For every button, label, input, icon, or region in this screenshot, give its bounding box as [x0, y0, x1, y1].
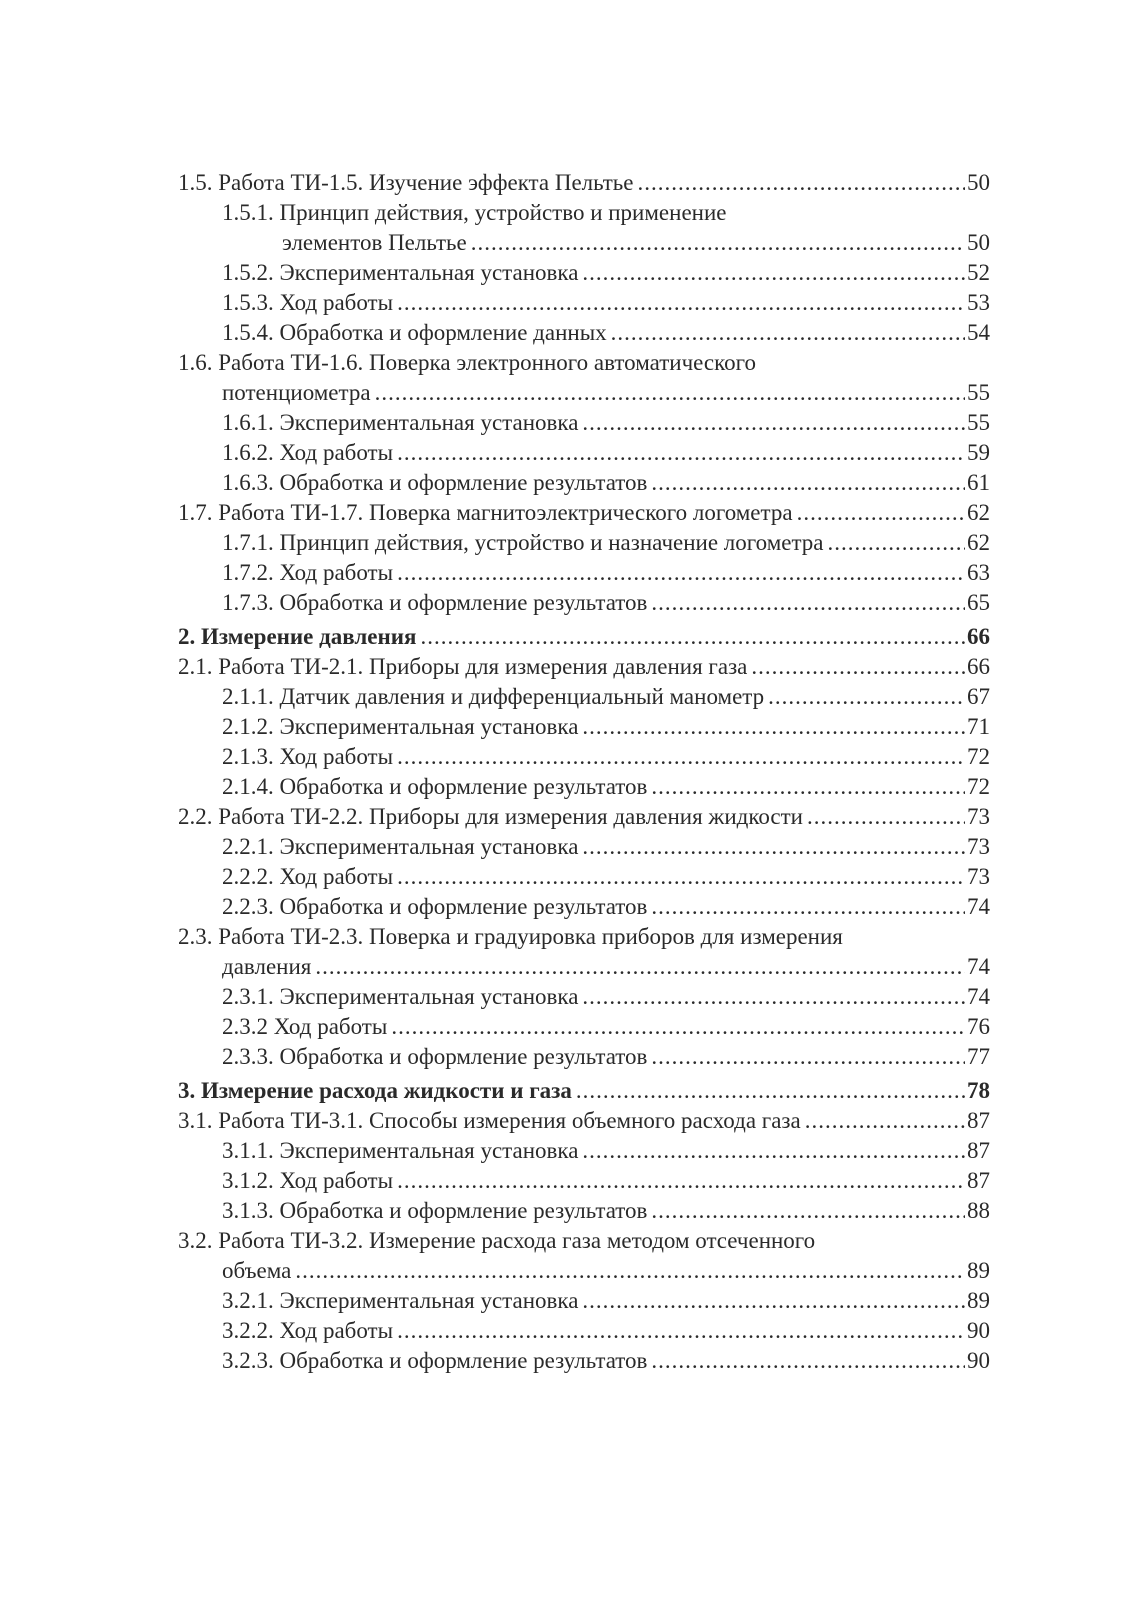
toc-entry-title: 2.3.3. Обработка и оформление результатов — [222, 1044, 648, 1069]
toc-page-number: 65 — [967, 590, 990, 615]
toc-entry — [178, 832, 990, 862]
toc-dot-leader — [295, 1256, 965, 1286]
toc-entry-title: 2.2. Работа ТИ-2.2. Приборы для измерения давления жидкости — [178, 804, 803, 829]
toc-dot-leader — [397, 438, 965, 468]
toc-dot-leader — [797, 498, 965, 528]
toc-page-number: 89 — [967, 1258, 990, 1283]
toc-entry — [178, 228, 990, 258]
toc-entry-title: 1.7. Работа ТИ-1.7. Поверка магнитоэлектрического логометра — [178, 500, 793, 525]
toc-dot-leader — [582, 258, 965, 288]
toc-entry-title: 2.3.2 Ход работы — [222, 1014, 388, 1039]
toc-page-number: 53 — [967, 290, 990, 315]
toc-entry-title: 2.1.2. Экспериментальная установка — [222, 714, 579, 739]
table-of-contents — [178, 168, 990, 1376]
toc-page-number: 73 — [967, 864, 990, 889]
toc-page-number: 74 — [967, 954, 990, 979]
toc-page-number: 87 — [967, 1108, 990, 1133]
toc-page-number: 76 — [967, 1014, 990, 1039]
toc-entry-title: 1.5.1. Принцип действия, устройство и применение — [222, 200, 727, 225]
toc-entry-title: элементов Пельтье — [282, 230, 467, 255]
toc-entry — [178, 1286, 990, 1316]
toc-entry-title: 3.2. Работа ТИ-3.2. Измерение расхода газа методом отсеченного — [178, 1228, 816, 1253]
toc-entry-title: 3. Измерение расхода жидкости и газа — [178, 1078, 572, 1103]
toc-entry — [178, 922, 990, 952]
toc-page-number: 66 — [967, 654, 990, 679]
toc-page-number: 62 — [967, 500, 990, 525]
toc-entry-title: 3.1.2. Ход работы — [222, 1168, 394, 1193]
toc-dot-leader — [651, 1346, 965, 1376]
toc-entry-title: давления — [222, 954, 312, 979]
toc-entry — [178, 892, 990, 922]
toc-dot-leader — [375, 378, 965, 408]
toc-dot-leader — [611, 318, 965, 348]
toc-page-number: 73 — [967, 834, 990, 859]
toc-entry-title: 3.1.3. Обработка и оформление результатов — [222, 1198, 648, 1223]
toc-entry — [178, 952, 990, 982]
toc-page-number: 87 — [967, 1168, 990, 1193]
toc-page-number: 55 — [967, 380, 990, 405]
toc-entry — [178, 168, 990, 198]
toc-page-number: 66 — [967, 624, 990, 649]
toc-entry — [178, 982, 990, 1012]
toc-entry — [178, 378, 990, 408]
toc-page-number: 88 — [967, 1198, 990, 1223]
toc-page-number: 89 — [967, 1288, 990, 1313]
toc-entry — [178, 1166, 990, 1196]
toc-page-number: 63 — [967, 560, 990, 585]
toc-dot-leader — [805, 1106, 965, 1136]
toc-page-number: 50 — [967, 230, 990, 255]
toc-page-number: 90 — [967, 1318, 990, 1343]
toc-dot-leader — [582, 408, 965, 438]
toc-dot-leader — [397, 1166, 965, 1196]
toc-entry — [178, 558, 990, 588]
toc-entry-title: 3.2.2. Ход работы — [222, 1318, 394, 1343]
toc-dot-leader — [315, 952, 965, 982]
toc-entry-title: 2.2.2. Ход работы — [222, 864, 394, 889]
toc-dot-leader — [397, 1316, 965, 1346]
toc-entry — [178, 438, 990, 468]
toc-page-number: 73 — [967, 804, 990, 829]
toc-page-number: 74 — [967, 984, 990, 1009]
toc-dot-leader — [768, 682, 965, 712]
toc-page-number: 87 — [967, 1138, 990, 1163]
toc-entry — [178, 1012, 990, 1042]
toc-page-number: 90 — [967, 1348, 990, 1373]
toc-entry-title: 1.5.4. Обработка и оформление данных — [222, 320, 607, 345]
toc-page-number: 62 — [967, 530, 990, 555]
toc-page-number: 54 — [967, 320, 990, 345]
toc-entry-title: 3.2.1. Экспериментальная установка — [222, 1288, 579, 1313]
toc-dot-leader — [651, 588, 965, 618]
toc-page-number: 52 — [967, 260, 990, 285]
toc-dot-leader — [397, 742, 965, 772]
toc-page-number: 61 — [967, 470, 990, 495]
toc-entry-title: 2.1.1. Датчик давления и дифференциальный манометр — [222, 684, 765, 709]
toc-dot-leader — [582, 1136, 965, 1166]
toc-entry — [178, 1346, 990, 1376]
toc-entry — [178, 1106, 990, 1136]
toc-entry-title: 2.2.1. Экспериментальная установка — [222, 834, 579, 859]
toc-entry — [178, 408, 990, 438]
toc-entry-title: 2.1.3. Ход работы — [222, 744, 394, 769]
toc-entry — [178, 318, 990, 348]
toc-entry-title: 3.2.3. Обработка и оформление результатов — [222, 1348, 648, 1373]
toc-dot-leader — [582, 712, 965, 742]
toc-dot-leader — [582, 982, 965, 1012]
toc-page-number: 72 — [967, 774, 990, 799]
toc-page-number: 55 — [967, 410, 990, 435]
toc-dot-leader — [638, 168, 965, 198]
toc-entry — [178, 682, 990, 712]
toc-entry — [178, 862, 990, 892]
toc-dot-leader — [807, 802, 965, 832]
toc-entry-title: 1.5.3. Ход работы — [222, 290, 394, 315]
toc-dot-leader — [397, 862, 965, 892]
toc-entry-title: объема — [222, 1258, 292, 1283]
toc-page-number: 50 — [967, 170, 990, 195]
toc-entry — [178, 1042, 990, 1072]
toc-page-number: 67 — [967, 684, 990, 709]
toc-dot-leader — [651, 468, 965, 498]
toc-entry-title: 2. Измерение давления — [178, 624, 417, 649]
toc-entry-title: 1.7.1. Принцип действия, устройство и назначение логометра — [222, 530, 824, 555]
toc-entry — [178, 1136, 990, 1166]
toc-entry-title: 1.5.2. Экспериментальная установка — [222, 260, 579, 285]
toc-dot-leader — [420, 622, 965, 652]
toc-entry — [178, 1256, 990, 1286]
toc-entry-title: 1.5. Работа ТИ-1.5. Изучение эффекта Пельтье — [178, 170, 634, 195]
toc-dot-leader — [651, 772, 965, 802]
toc-entry — [178, 258, 990, 288]
toc-entry-title: 3.1.1. Экспериментальная установка — [222, 1138, 579, 1163]
toc-dot-leader — [576, 1076, 965, 1106]
toc-entry-title: 2.2.3. Обработка и оформление результатов — [222, 894, 648, 919]
toc-page-number: 74 — [967, 894, 990, 919]
toc-entry — [178, 1316, 990, 1346]
toc-entry — [178, 468, 990, 498]
toc-dot-leader — [582, 832, 965, 862]
toc-dot-leader — [582, 1286, 965, 1316]
toc-page-number: 77 — [967, 1044, 990, 1069]
toc-entry-title: 1.7.2. Ход работы — [222, 560, 394, 585]
toc-entry — [178, 288, 990, 318]
toc-entry — [178, 652, 990, 682]
toc-dot-leader — [397, 558, 965, 588]
toc-entry — [178, 742, 990, 772]
toc-entry — [178, 712, 990, 742]
toc-dot-leader — [391, 1012, 965, 1042]
toc-entry — [178, 772, 990, 802]
toc-entry-title: 2.3.1. Экспериментальная установка — [222, 984, 579, 1009]
toc-entry-title: 2.3. Работа ТИ-2.3. Поверка и градуировка приборов для измерения — [178, 924, 843, 949]
toc-entry — [178, 588, 990, 618]
toc-entry-title: 1.6. Работа ТИ-1.6. Поверка электронного автоматического — [178, 350, 757, 375]
toc-entry — [178, 1196, 990, 1226]
toc-page-number: 71 — [967, 714, 990, 739]
toc-entry — [178, 802, 990, 832]
toc-entry-title: 2.1. Работа ТИ-2.1. Приборы для измерения давления газа — [178, 654, 748, 679]
toc-entry — [178, 498, 990, 528]
toc-page-number: 78 — [967, 1078, 990, 1103]
toc-dot-leader — [651, 1196, 965, 1226]
toc-entry-title: 3.1. Работа ТИ-3.1. Способы измерения объемного расхода газа — [178, 1108, 801, 1133]
toc-dot-leader — [651, 892, 965, 922]
toc-entry-title: 1.7.3. Обработка и оформление результатов — [222, 590, 648, 615]
toc-entry — [178, 198, 990, 228]
toc-entry — [178, 348, 990, 378]
toc-entry-title: потенциометра — [222, 380, 371, 405]
toc-dot-leader — [651, 1042, 965, 1072]
toc-page-number: 59 — [967, 440, 990, 465]
toc-dot-leader — [751, 652, 965, 682]
toc-entry-title: 1.6.1. Экспериментальная установка — [222, 410, 579, 435]
toc-entry-title: 2.1.4. Обработка и оформление результатов — [222, 774, 648, 799]
toc-entry-title: 1.6.3. Обработка и оформление результатов — [222, 470, 648, 495]
toc-entry — [178, 528, 990, 558]
toc-dot-leader — [397, 288, 965, 318]
toc-page-number: 72 — [967, 744, 990, 769]
toc-entry-title: 1.6.2. Ход работы — [222, 440, 394, 465]
toc-chapter-entry — [178, 622, 990, 652]
toc-chapter-entry — [178, 1076, 990, 1106]
toc-dot-leader — [828, 528, 965, 558]
toc-dot-leader — [471, 228, 965, 258]
toc-entry — [178, 1226, 990, 1256]
